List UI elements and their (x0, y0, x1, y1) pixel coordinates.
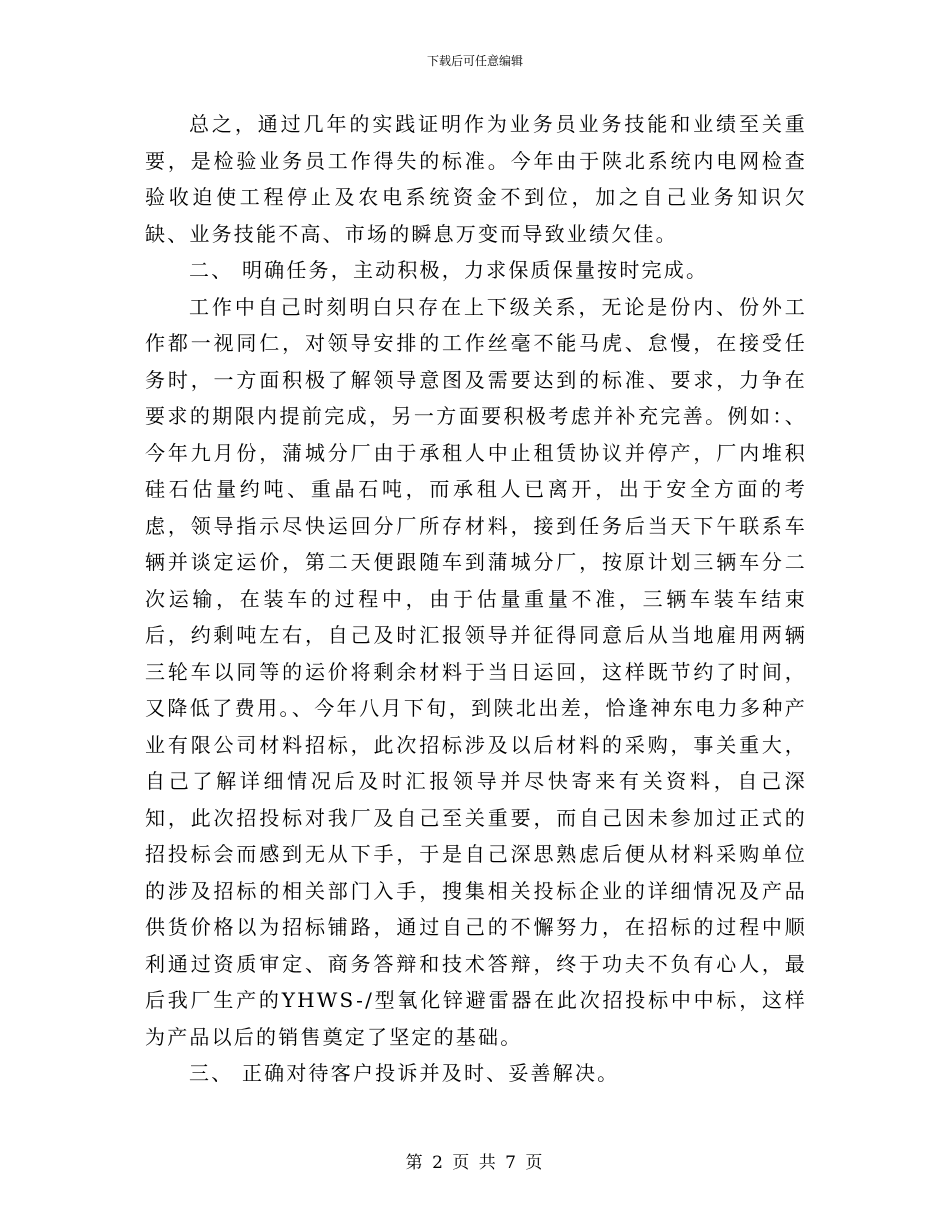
footer-prefix: 第 (405, 1153, 425, 1173)
document-body (145, 106, 807, 1092)
page-footer (0, 1152, 950, 1174)
footer-total-pages: 7 (505, 1153, 518, 1173)
footer-current-page: 2 (432, 1153, 445, 1173)
paragraph-summary: 总之，通过几年的实践证明作为业务员业务技能和业绩至关重要，是检验业务员工作得失的标准。今年由于陕北系统内电网检查验收迫使工程停止及农电系统资金不到位，加之自己业务知识欠缺、业务技能不高、市场的瞬息万变而导致业绩欠佳。 (145, 112, 807, 246)
footer-suffix: 页 (525, 1153, 545, 1173)
page-header: 下载后可任意编辑 (426, 54, 523, 68)
footer-middle: 页 共 (452, 1153, 498, 1173)
section-heading-2: 二、 明确任务，主动积极，力求保质保量按时完成。 (189, 258, 709, 282)
paragraph-task-details: 工作中自己时刻明白只存在上下级关系，无论是份内、份外工作都一视同仁，对领导安排的工作丝毫不能马虎、怠慢，在接受任务时，一方面积极了解领导意图及需要达到的标准、要求，力争在要求的期限内提前完成，另一方面要积极考虑并补充完善。例如：、今年九月份，蒲城分厂由于承租人中止租赁协议并停产，厂内堆积硅石估量约吨、重晶石吨，而承租人已离开，出于安全方面的考虑，领导指示尽快运回分厂所存材料，接到任务后当天下午联系车辆并谈定运价，第二天便跟随车到蒲城分厂，按原计划三辆车分二次运输，在装车的过程中，由于估量重量不准，三辆车装车结束后，约剩吨左右，自己及时汇报领导并征得同意后从当地雇用两辆三轮车以同等的运价将剩余材料于当日运回，这样既节约了时间，又降低了费用。、今年八月下旬，到陕北出差，恰逢神东电力多种产业有限公司材料招标，此次招标涉及以后材料的采购，事关重大，自己了解详细情况后及时汇报领导并尽快寄来有关资料，自己深知，此次招投标对我厂及自己至关重要，而自己因未参加过正式的招投标会而感到无从下手，于是自己深思熟虑后便从材料采购单位的涉及招标的相关部门入手，搜集相关投标企业的详细情况及产品供货价格以为招标铺路，通过自己的不懈努力，在招标的过程中顺利通过资质审定、商务答辩和技术答辩，终于功夫不负有心人，最后我厂生产的YHWS-/型氧化锌避雷器在此次招投标中中标，这样为产品以后的销售奠定了坚定的基础。 (145, 294, 807, 1049)
section-heading-3: 三、 正确对待客户投诉并及时、妥善解决。 (189, 1061, 620, 1085)
